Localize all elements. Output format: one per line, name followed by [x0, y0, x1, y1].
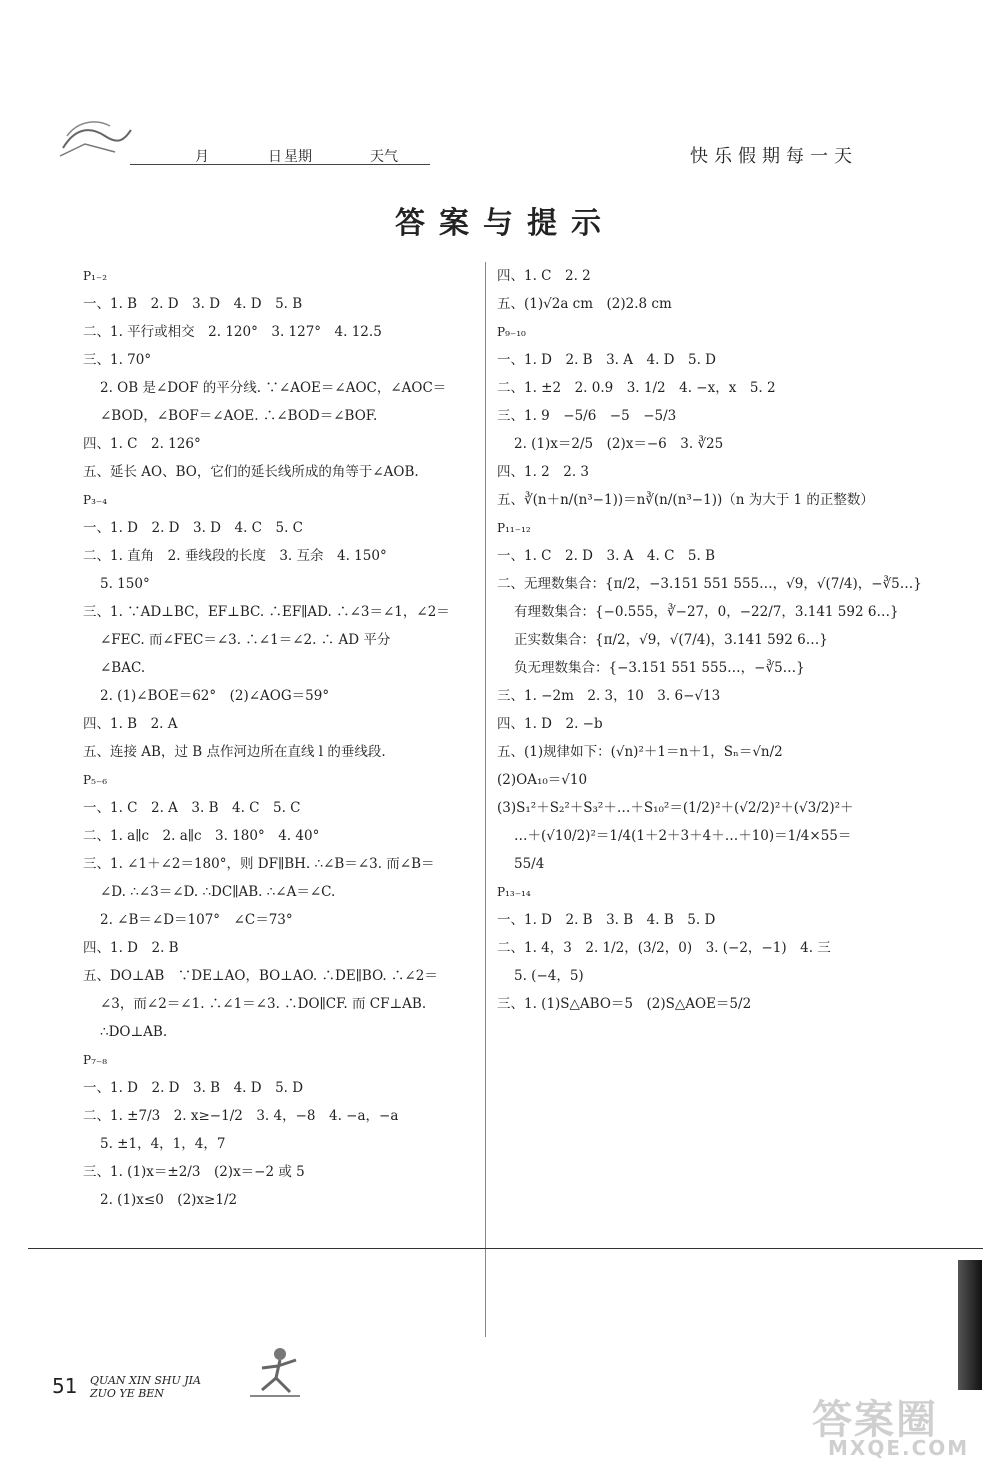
- right-answer-line: 一、1. D 2. B 3. B 4. B 5. D: [497, 912, 716, 928]
- left-answer-line: 5. ±1，4，1，4，7: [100, 1136, 226, 1152]
- left-answer-line: 2. (1)∠BOE＝62° (2)∠AOG＝59°: [100, 688, 330, 704]
- left-answer-line: 四、1. D 2. B: [83, 940, 179, 956]
- right-answer-line: 三、1. −2m 2. 3，10 3. 6−√13: [497, 688, 721, 704]
- right-answer-line: 二、1. 4，3 2. 1/2，(3/2，0) 3. (−2，−1) 4. 三: [497, 940, 831, 956]
- right-answer-line: 一、1. D 2. B 3. A 4. D 5. D: [497, 352, 716, 368]
- right-answer-line: 四、1. C 2. 2: [497, 268, 591, 284]
- watermark-logo: 答案圈: [812, 1397, 938, 1443]
- right-answer-line: 2. (1)x＝2/5 (2)x＝−6 3. ∛25: [514, 436, 724, 452]
- right-answer-line: 正实数集合：{π/2，√9，√(7/4)，3.141 592 6…}: [514, 632, 828, 648]
- page-title: 答案与提示: [395, 206, 615, 241]
- left-answer-line: 一、1. D 2. D 3. B 4. D 5. D: [83, 1080, 304, 1096]
- left-answer-line: 四、1. C 2. 126°: [83, 436, 201, 452]
- right-answer-line: P₉₋₁₀: [497, 325, 526, 339]
- page-number: 51: [52, 1374, 78, 1398]
- right-answer-line: 四、1. 2 2. 3: [497, 464, 590, 480]
- right-answer-line: …＋(√10/2)²＝1/4(1＋2＋3＋4＋…＋10)＝1/4×55＝: [514, 828, 852, 844]
- left-answer-line: 四、1. B 2. A: [83, 716, 178, 732]
- left-answer-line: 2. OB 是∠DOF 的平分线. ∵∠AOE＝∠AOC，∠AOC＝: [100, 380, 447, 396]
- left-column: [83, 262, 478, 1214]
- header-month-label: 月: [195, 149, 209, 165]
- header-date-line: [130, 146, 430, 165]
- page-edge-shadow: [958, 1260, 982, 1390]
- header-weekday-label: 星期: [284, 149, 312, 165]
- right-answer-line: 有理数集合：{−0.555，∛−27，0，−22/7，3.141 592 6…}: [514, 604, 899, 620]
- left-answer-line: ∠BOD，∠BOF＝∠AOE. ∴∠BOD＝∠BOF.: [100, 408, 378, 424]
- left-answer-line: 五、延长 AO、BO，它们的延长线所成的角等于∠AOB.: [83, 464, 419, 480]
- left-answer-line: 一、1. D 2. D 3. D 4. C 5. C: [83, 520, 303, 536]
- right-answer-line: 负无理数集合：{−3.151 551 555…，−∛5…}: [514, 660, 805, 676]
- right-answer-line: 一、1. C 2. D 3. A 4. C 5. B: [497, 548, 716, 564]
- right-answer-line: 5. (−4，5): [514, 968, 584, 984]
- right-answer-line: 五、∛(n＋n/(n³−1))＝n∛(n/(n³−1))（n 为大于 1 的正整数）: [497, 492, 874, 508]
- left-answer-line: ∠3，而∠2＝∠1. ∴∠1＝∠3. ∴DO∥CF. 而 CF⊥AB.: [100, 996, 427, 1012]
- left-answer-line: 一、1. C 2. A 3. B 4. C 5. C: [83, 800, 301, 816]
- header-series-title: 快乐假期每一天: [690, 146, 858, 167]
- left-answer-line: 二、1. a∥c 2. a∥c 3. 180° 4. 40°: [83, 828, 320, 844]
- right-answer-line: 五、(1)规律如下：(√n)²＋1＝n＋1，Sₙ＝√n/2: [497, 744, 783, 760]
- left-answer-line: 二、1. ±7/3 2. x≥−1/2 3. 4，−8 4. −a，−a: [83, 1108, 399, 1124]
- footer-brand-line1: QUAN XIN SHU JIA: [90, 1374, 201, 1387]
- left-answer-line: 一、1. B 2. D 3. D 4. D 5. B: [83, 296, 303, 312]
- right-answer-line: P₁₁₋₁₂: [497, 521, 531, 535]
- footer-rule: [28, 1248, 983, 1249]
- footer-brand: [90, 1374, 201, 1400]
- left-answer-line: 二、1. 平行或相交 2. 120° 3. 127° 4. 12.5: [83, 324, 382, 340]
- left-answer-line: P₇₋₈: [83, 1053, 108, 1067]
- left-answer-line: 二、1. 直角 2. 垂线段的长度 3. 互余 4. 150°: [83, 548, 387, 564]
- left-answer-line: 5. 150°: [100, 576, 150, 592]
- left-answer-line: 五、连接 AB，过 B 点作河边所在直线 l 的垂线段.: [83, 744, 386, 760]
- right-column: [497, 262, 967, 1018]
- left-answer-line: ∴DO⊥AB.: [100, 1024, 168, 1040]
- left-answer-line: 2. ∠B＝∠D＝107° ∠C＝73°: [100, 912, 293, 928]
- right-answer-line: (2)OA₁₀＝√10: [497, 772, 588, 788]
- right-answer-line: 三、1. 9 −5/6 −5 −5/3: [497, 408, 677, 424]
- header-day-label: 日: [268, 149, 282, 165]
- right-answer-line: 55/4: [514, 856, 545, 872]
- left-answer-line: 2. (1)x≤0 (2)x≥1/2: [100, 1192, 238, 1208]
- watermark-site: MXQE.COM: [828, 1436, 970, 1460]
- column-divider: [485, 262, 486, 1337]
- left-answer-line: P₃₋₄: [83, 493, 108, 507]
- left-answer-line: 三、1. ∠1＋∠2＝180°，则 DF∥BH. ∴∠B＝∠3. 而∠B＝: [83, 856, 435, 872]
- left-answer-line: ∠D. ∴∠3＝∠D. ∴DC∥AB. ∴∠A＝∠C.: [100, 884, 336, 900]
- footer-brand-line2: ZUO YE BEN: [90, 1387, 164, 1400]
- left-answer-line: 三、1. ∵AD⊥BC，EF⊥BC. ∴EF∥AD. ∴∠3＝∠1，∠2＝: [83, 604, 450, 620]
- left-answer-line: P₁₋₂: [83, 269, 108, 283]
- left-answer-line: P₅₋₆: [83, 773, 108, 787]
- right-answer-line: 四、1. D 2. −b: [497, 716, 603, 732]
- right-answer-line: 二、1. ±2 2. 0.9 3. 1/2 4. −x，x 5. 2: [497, 380, 776, 396]
- left-answer-line: 五、DO⊥AB ∵DE⊥AO，BO⊥AO. ∴DE∥BO. ∴∠2＝: [83, 968, 438, 984]
- right-answer-line: (3)S₁²＋S₂²＋S₃²＋…＋S₁₀²＝(1/2)²＋(√2/2)²＋(√3/2)²＋: [497, 800, 854, 816]
- left-answer-line: ∠FEC. 而∠FEC＝∠3. ∴∠1＝∠2. ∴ AD 平分: [100, 632, 391, 648]
- header-weather-label: 天气: [370, 149, 398, 165]
- left-answer-line: 三、1. (1)x＝±2/3 (2)x＝−2 或 5: [83, 1164, 305, 1180]
- footer-skater-icon: [240, 1342, 310, 1402]
- right-answer-line: P₁₃₋₁₄: [497, 885, 531, 899]
- left-answer-line: ∠BAC.: [100, 660, 146, 676]
- left-answer-line: 三、1. 70°: [83, 352, 152, 368]
- right-answer-line: 三、1. (1)S△ABO＝5 (2)S△AOE＝5/2: [497, 996, 752, 1012]
- right-answer-line: 五、(1)√2a cm (2)2.8 cm: [497, 296, 672, 312]
- right-answer-line: 二、无理数集合：{π/2，−3.151 551 555…，√9，√(7/4)，−∛5…}: [497, 576, 922, 592]
- header-sketch-icon: [55, 108, 135, 164]
